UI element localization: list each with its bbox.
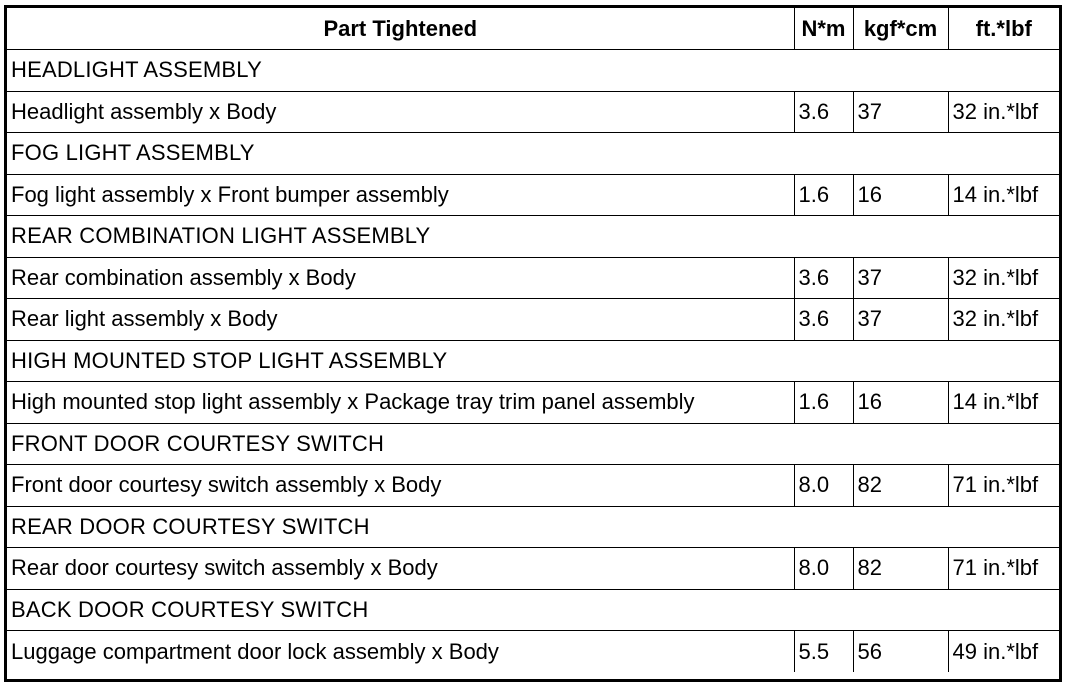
part-cell: High mounted stop light assembly x Package tray trim panel assembly [7,382,794,424]
table-row [7,299,1059,341]
ft-cell: 71 in.*lbf [948,465,1059,507]
part-cell: Headlight assembly x Body [7,91,794,133]
table-row [7,174,1059,216]
section-row [7,50,1059,92]
header-ft-lbf: ft.*lbf [948,8,1059,50]
table-row [7,257,1059,299]
torque-spec-table-frame [4,5,1062,682]
kgf-cell: 16 [853,174,948,216]
kgf-cell: 56 [853,631,948,673]
part-cell: Luggage compartment door lock assembly x Body [7,631,794,673]
table-row [7,91,1059,133]
ft-cell: 71 in.*lbf [948,548,1059,590]
kgf-cell: 16 [853,382,948,424]
nm-cell: 3.6 [794,299,853,341]
table-row [7,382,1059,424]
section-row [7,423,1059,465]
part-cell: Rear door courtesy switch assembly x Body [7,548,794,590]
section-label: REAR COMBINATION LIGHT ASSEMBLY [7,216,1059,258]
section-label: HEADLIGHT ASSEMBLY [7,50,1059,92]
part-cell: Rear combination assembly x Body [7,257,794,299]
table-row [7,465,1059,507]
header-kgf-cm: kgf*cm [853,8,948,50]
ft-cell: 14 in.*lbf [948,174,1059,216]
section-row [7,506,1059,548]
kgf-cell: 37 [853,257,948,299]
ft-cell: 32 in.*lbf [948,299,1059,341]
header-part-tightened: Part Tightened [7,8,794,50]
section-row [7,340,1059,382]
ft-cell: 32 in.*lbf [948,257,1059,299]
nm-cell: 5.5 [794,631,853,673]
kgf-cell: 82 [853,465,948,507]
table-row [7,631,1059,673]
kgf-cell: 37 [853,91,948,133]
kgf-cell: 37 [853,299,948,341]
ft-cell: 32 in.*lbf [948,91,1059,133]
ft-cell: 49 in.*lbf [948,631,1059,673]
kgf-cell: 82 [853,548,948,590]
section-label: BACK DOOR COURTESY SWITCH [7,589,1059,631]
header-nm: N*m [794,8,853,50]
section-row [7,133,1059,175]
nm-cell: 3.6 [794,91,853,133]
part-cell: Fog light assembly x Front bumper assembly [7,174,794,216]
section-label: REAR DOOR COURTESY SWITCH [7,506,1059,548]
table-row [7,548,1059,590]
nm-cell: 1.6 [794,174,853,216]
nm-cell: 8.0 [794,465,853,507]
part-cell: Rear light assembly x Body [7,299,794,341]
nm-cell: 3.6 [794,257,853,299]
section-row [7,589,1059,631]
ft-cell: 14 in.*lbf [948,382,1059,424]
section-label: FOG LIGHT ASSEMBLY [7,133,1059,175]
section-row [7,216,1059,258]
nm-cell: 1.6 [794,382,853,424]
section-label: HIGH MOUNTED STOP LIGHT ASSEMBLY [7,340,1059,382]
nm-cell: 8.0 [794,548,853,590]
section-label: FRONT DOOR COURTESY SWITCH [7,423,1059,465]
torque-spec-table [7,8,1059,672]
part-cell: Front door courtesy switch assembly x Body [7,465,794,507]
header-row [7,8,1059,50]
